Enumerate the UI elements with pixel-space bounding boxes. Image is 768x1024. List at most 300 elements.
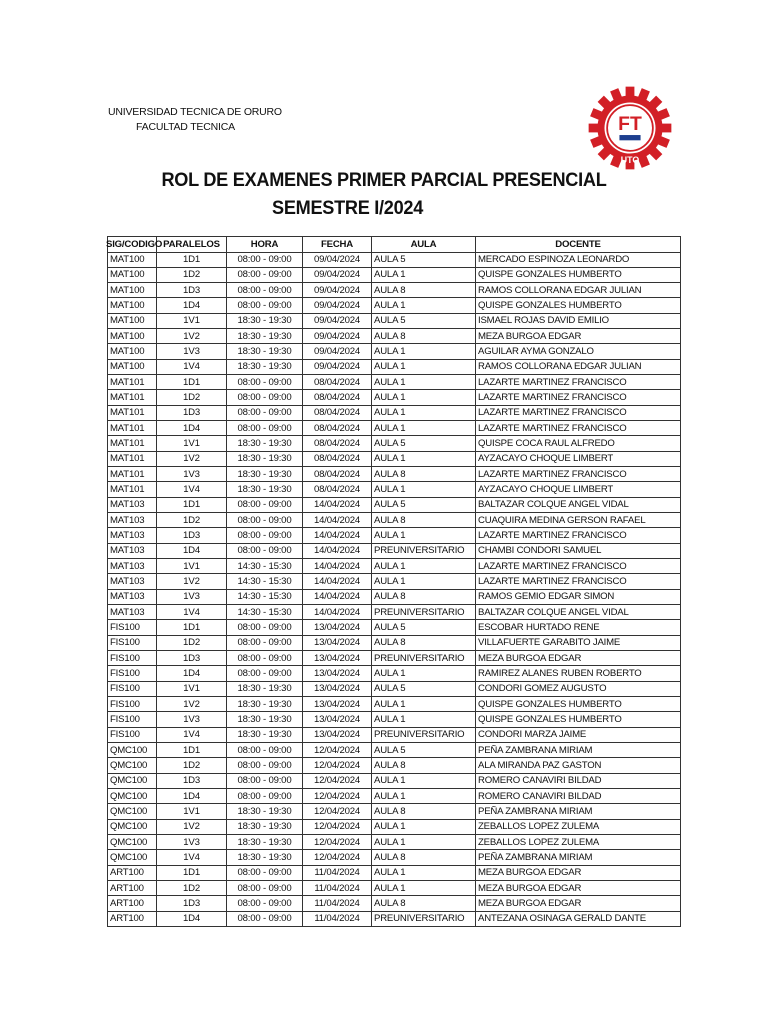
cell-section: 1V3 xyxy=(157,834,227,849)
cell-classroom: AULA 8 xyxy=(372,467,476,482)
cell-section: 1D3 xyxy=(157,651,227,666)
table-row xyxy=(108,743,681,758)
cell-time: 08:00 - 09:00 xyxy=(227,375,303,390)
cell-section: 1D4 xyxy=(157,543,227,558)
table-row xyxy=(108,313,681,328)
cell-section: 1D1 xyxy=(157,743,227,758)
cell-date: 09/04/2024 xyxy=(303,313,372,328)
cell-date: 09/04/2024 xyxy=(303,329,372,344)
cell-instructor: ESCOBAR HURTADO RENE xyxy=(476,620,681,635)
cell-classroom: AULA 8 xyxy=(372,804,476,819)
institution-header xyxy=(108,105,282,135)
cell-instructor: CONDORI GOMEZ AUGUSTO xyxy=(476,681,681,696)
cell-time: 18:30 - 19:30 xyxy=(227,697,303,712)
cell-time: 08:00 - 09:00 xyxy=(227,405,303,420)
cell-instructor: RAMOS COLLORANA EDGAR JULIAN xyxy=(476,283,681,298)
cell-date: 12/04/2024 xyxy=(303,819,372,834)
cell-time: 08:00 - 09:00 xyxy=(227,880,303,895)
cell-subject-code: MAT103 xyxy=(108,543,157,558)
table-row xyxy=(108,375,681,390)
cell-classroom: AULA 1 xyxy=(372,267,476,282)
table-row xyxy=(108,421,681,436)
table-row xyxy=(108,666,681,681)
cell-time: 08:00 - 09:00 xyxy=(227,773,303,788)
cell-instructor: LAZARTE MARTINEZ FRANCISCO xyxy=(476,528,681,543)
faculty-name: FACULTAD TECNICA xyxy=(136,121,235,133)
cell-section: 1D3 xyxy=(157,528,227,543)
table-row xyxy=(108,651,681,666)
cell-instructor: LAZARTE MARTINEZ FRANCISCO xyxy=(476,390,681,405)
cell-subject-code: MAT103 xyxy=(108,574,157,589)
cell-time: 08:00 - 09:00 xyxy=(227,865,303,880)
cell-date: 13/04/2024 xyxy=(303,666,372,681)
cell-section: 1V1 xyxy=(157,804,227,819)
table-row xyxy=(108,482,681,497)
cell-date: 13/04/2024 xyxy=(303,635,372,650)
cell-time: 08:00 - 09:00 xyxy=(227,497,303,512)
cell-subject-code: MAT101 xyxy=(108,436,157,451)
cell-subject-code: FIS100 xyxy=(108,697,157,712)
cell-classroom: AULA 5 xyxy=(372,681,476,696)
header-section: PARALELOS xyxy=(157,237,227,253)
cell-time: 18:30 - 19:30 xyxy=(227,850,303,865)
cell-section: 1D4 xyxy=(157,911,227,926)
cell-date: 12/04/2024 xyxy=(303,788,372,803)
cell-classroom: AULA 1 xyxy=(372,405,476,420)
cell-subject-code: QMC100 xyxy=(108,850,157,865)
cell-section: 1D2 xyxy=(157,635,227,650)
cell-instructor: PEÑA ZAMBRANA MIRIAM xyxy=(476,743,681,758)
cell-subject-code: MAT100 xyxy=(108,283,157,298)
cell-classroom: AULA 1 xyxy=(372,390,476,405)
cell-instructor: RAMOS GEMIO EDGAR SIMON xyxy=(476,589,681,604)
cell-time: 08:00 - 09:00 xyxy=(227,788,303,803)
cell-instructor: BALTAZAR COLQUE ANGEL VIDAL xyxy=(476,605,681,620)
cell-classroom: AULA 5 xyxy=(372,620,476,635)
cell-section: 1V4 xyxy=(157,482,227,497)
cell-classroom: AULA 8 xyxy=(372,283,476,298)
cell-section: 1D2 xyxy=(157,513,227,528)
cell-subject-code: MAT101 xyxy=(108,421,157,436)
cell-time: 08:00 - 09:00 xyxy=(227,743,303,758)
cell-instructor: LAZARTE MARTINEZ FRANCISCO xyxy=(476,574,681,589)
cell-instructor: ROMERO CANAVIRI BILDAD xyxy=(476,788,681,803)
cell-instructor: RAMIREZ ALANES RUBEN ROBERTO xyxy=(476,666,681,681)
cell-section: 1V3 xyxy=(157,589,227,604)
cell-classroom: AULA 8 xyxy=(372,513,476,528)
table-row xyxy=(108,865,681,880)
cell-time: 14:30 - 15:30 xyxy=(227,605,303,620)
cell-instructor: CONDORI MARZA JAIME xyxy=(476,727,681,742)
cell-subject-code: QMC100 xyxy=(108,773,157,788)
cell-date: 08/04/2024 xyxy=(303,405,372,420)
exam-schedule-table xyxy=(107,236,681,927)
document-title: ROL DE EXAMENES PRIMER PARCIAL PRESENCIAL xyxy=(161,169,607,191)
cell-time: 18:30 - 19:30 xyxy=(227,712,303,727)
cell-date: 13/04/2024 xyxy=(303,697,372,712)
cell-date: 14/04/2024 xyxy=(303,589,372,604)
table-row xyxy=(108,436,681,451)
cell-date: 14/04/2024 xyxy=(303,605,372,620)
table-row xyxy=(108,497,681,512)
cell-section: 1D1 xyxy=(157,252,227,267)
cell-time: 14:30 - 15:30 xyxy=(227,589,303,604)
cell-time: 08:00 - 09:00 xyxy=(227,911,303,926)
cell-instructor: ISMAEL ROJAS DAVID EMILIO xyxy=(476,313,681,328)
cell-date: 12/04/2024 xyxy=(303,804,372,819)
cell-section: 1V4 xyxy=(157,359,227,374)
cell-time: 18:30 - 19:30 xyxy=(227,467,303,482)
cell-section: 1V2 xyxy=(157,574,227,589)
cell-instructor: QUISPE GONZALES HUMBERTO xyxy=(476,712,681,727)
cell-subject-code: FIS100 xyxy=(108,651,157,666)
table-row xyxy=(108,467,681,482)
cell-time: 18:30 - 19:30 xyxy=(227,359,303,374)
cell-date: 09/04/2024 xyxy=(303,252,372,267)
cell-subject-code: MAT103 xyxy=(108,528,157,543)
cell-instructor: ALA MIRANDA PAZ GASTON xyxy=(476,758,681,773)
cell-classroom: AULA 5 xyxy=(372,313,476,328)
table-row xyxy=(108,589,681,604)
table-row xyxy=(108,283,681,298)
cell-subject-code: FIS100 xyxy=(108,666,157,681)
cell-date: 13/04/2024 xyxy=(303,712,372,727)
cell-instructor: ZEBALLOS LOPEZ ZULEMA xyxy=(476,819,681,834)
cell-section: 1D1 xyxy=(157,620,227,635)
table-row xyxy=(108,635,681,650)
table-header-row xyxy=(108,237,681,253)
cell-instructor: PEÑA ZAMBRANA MIRIAM xyxy=(476,850,681,865)
cell-classroom: AULA 5 xyxy=(372,497,476,512)
cell-section: 1V2 xyxy=(157,819,227,834)
cell-instructor: LAZARTE MARTINEZ FRANCISCO xyxy=(476,559,681,574)
cell-section: 1D2 xyxy=(157,390,227,405)
cell-classroom: AULA 1 xyxy=(372,482,476,497)
cell-classroom: AULA 1 xyxy=(372,819,476,834)
cell-date: 13/04/2024 xyxy=(303,651,372,666)
logo-text-top: FT xyxy=(618,112,642,135)
table-row xyxy=(108,344,681,359)
cell-date: 09/04/2024 xyxy=(303,298,372,313)
cell-section: 1D3 xyxy=(157,773,227,788)
cell-classroom: PREUNIVERSITARIO xyxy=(372,605,476,620)
cell-time: 08:00 - 09:00 xyxy=(227,543,303,558)
table-row xyxy=(108,896,681,911)
cell-classroom: AULA 1 xyxy=(372,344,476,359)
cell-instructor: LAZARTE MARTINEZ FRANCISCO xyxy=(476,375,681,390)
cell-classroom: AULA 8 xyxy=(372,329,476,344)
cell-date: 14/04/2024 xyxy=(303,559,372,574)
cell-subject-code: FIS100 xyxy=(108,635,157,650)
cell-section: 1V3 xyxy=(157,467,227,482)
cell-date: 08/04/2024 xyxy=(303,436,372,451)
cell-time: 18:30 - 19:30 xyxy=(227,329,303,344)
cell-section: 1V1 xyxy=(157,559,227,574)
cell-time: 08:00 - 09:00 xyxy=(227,620,303,635)
cell-classroom: AULA 5 xyxy=(372,743,476,758)
cell-date: 13/04/2024 xyxy=(303,620,372,635)
cell-time: 08:00 - 09:00 xyxy=(227,758,303,773)
cell-classroom: AULA 1 xyxy=(372,834,476,849)
cell-classroom: AULA 1 xyxy=(372,359,476,374)
cell-instructor: AGUILAR AYMA GONZALO xyxy=(476,344,681,359)
table-row xyxy=(108,390,681,405)
cell-time: 08:00 - 09:00 xyxy=(227,390,303,405)
header-date: FECHA xyxy=(303,237,372,253)
cell-classroom: AULA 1 xyxy=(372,375,476,390)
cell-subject-code: MAT101 xyxy=(108,375,157,390)
table-row xyxy=(108,620,681,635)
table-row xyxy=(108,528,681,543)
cell-date: 09/04/2024 xyxy=(303,344,372,359)
cell-subject-code: MAT101 xyxy=(108,390,157,405)
cell-time: 18:30 - 19:30 xyxy=(227,727,303,742)
cell-instructor: LAZARTE MARTINEZ FRANCISCO xyxy=(476,405,681,420)
cell-classroom: AULA 1 xyxy=(372,421,476,436)
cell-time: 18:30 - 19:30 xyxy=(227,344,303,359)
table-row xyxy=(108,819,681,834)
table-row xyxy=(108,712,681,727)
cell-subject-code: ART100 xyxy=(108,865,157,880)
cell-date: 13/04/2024 xyxy=(303,681,372,696)
table-row xyxy=(108,359,681,374)
cell-instructor: QUISPE GONZALES HUMBERTO xyxy=(476,267,681,282)
cell-time: 18:30 - 19:30 xyxy=(227,681,303,696)
cell-section: 1D4 xyxy=(157,298,227,313)
cell-instructor: MERCADO ESPINOZA LEONARDO xyxy=(476,252,681,267)
cell-date: 08/04/2024 xyxy=(303,482,372,497)
cell-subject-code: MAT101 xyxy=(108,451,157,466)
cell-instructor: CHAMBI CONDORI SAMUEL xyxy=(476,543,681,558)
cell-subject-code: MAT103 xyxy=(108,497,157,512)
cell-section: 1D1 xyxy=(157,375,227,390)
table-row xyxy=(108,574,681,589)
cell-classroom: PREUNIVERSITARIO xyxy=(372,911,476,926)
cell-section: 1V3 xyxy=(157,712,227,727)
table-row xyxy=(108,252,681,267)
cell-subject-code: QMC100 xyxy=(108,788,157,803)
cell-classroom: AULA 1 xyxy=(372,528,476,543)
table-row xyxy=(108,681,681,696)
cell-section: 1D2 xyxy=(157,267,227,282)
table-row xyxy=(108,543,681,558)
cell-classroom: AULA 1 xyxy=(372,788,476,803)
cell-time: 08:00 - 09:00 xyxy=(227,298,303,313)
cell-date: 09/04/2024 xyxy=(303,359,372,374)
cell-date: 12/04/2024 xyxy=(303,743,372,758)
table-row xyxy=(108,559,681,574)
cell-date: 11/04/2024 xyxy=(303,865,372,880)
cell-classroom: AULA 1 xyxy=(372,298,476,313)
cell-subject-code: MAT100 xyxy=(108,298,157,313)
cell-time: 18:30 - 19:30 xyxy=(227,834,303,849)
cell-time: 08:00 - 09:00 xyxy=(227,513,303,528)
cell-subject-code: MAT103 xyxy=(108,559,157,574)
cell-instructor: MEZA BURGOA EDGAR xyxy=(476,880,681,895)
cell-date: 08/04/2024 xyxy=(303,390,372,405)
table-body xyxy=(108,252,681,926)
university-name: UNIVERSIDAD TECNICA DE ORURO xyxy=(108,106,282,118)
cell-time: 08:00 - 09:00 xyxy=(227,896,303,911)
cell-instructor: AYZACAYO CHOQUE LIMBERT xyxy=(476,482,681,497)
cell-date: 12/04/2024 xyxy=(303,850,372,865)
cell-date: 14/04/2024 xyxy=(303,574,372,589)
table-row xyxy=(108,758,681,773)
cell-classroom: AULA 5 xyxy=(372,436,476,451)
table-row xyxy=(108,451,681,466)
header-instructor: DOCENTE xyxy=(476,237,681,253)
cell-instructor: RAMOS COLLORANA EDGAR JULIAN xyxy=(476,359,681,374)
cell-instructor: ANTEZANA OSINAGA GERALD DANTE xyxy=(476,911,681,926)
table-row xyxy=(108,804,681,819)
cell-time: 18:30 - 19:30 xyxy=(227,313,303,328)
cell-time: 18:30 - 19:30 xyxy=(227,482,303,497)
table-row xyxy=(108,329,681,344)
cell-subject-code: ART100 xyxy=(108,880,157,895)
table-row xyxy=(108,727,681,742)
cell-instructor: ROMERO CANAVIRI BILDAD xyxy=(476,773,681,788)
cell-classroom: AULA 1 xyxy=(372,712,476,727)
cell-section: 1D4 xyxy=(157,666,227,681)
cell-date: 11/04/2024 xyxy=(303,911,372,926)
cell-time: 08:00 - 09:00 xyxy=(227,635,303,650)
header-classroom: AULA xyxy=(372,237,476,253)
cell-subject-code: QMC100 xyxy=(108,819,157,834)
cell-instructor: PEÑA ZAMBRANA MIRIAM xyxy=(476,804,681,819)
cell-classroom: AULA 1 xyxy=(372,559,476,574)
cell-instructor: BALTAZAR COLQUE ANGEL VIDAL xyxy=(476,497,681,512)
cell-time: 08:00 - 09:00 xyxy=(227,421,303,436)
cell-subject-code: MAT103 xyxy=(108,605,157,620)
cell-subject-code: MAT100 xyxy=(108,313,157,328)
cell-subject-code: QMC100 xyxy=(108,834,157,849)
cell-instructor: QUISPE GONZALES HUMBERTO xyxy=(476,298,681,313)
cell-time: 18:30 - 19:30 xyxy=(227,804,303,819)
cell-time: 18:30 - 19:30 xyxy=(227,436,303,451)
cell-instructor: CUAQUIRA MEDINA GERSON RAFAEL xyxy=(476,513,681,528)
cell-subject-code: FIS100 xyxy=(108,727,157,742)
cell-instructor: AYZACAYO CHOQUE LIMBERT xyxy=(476,451,681,466)
header-subject-code: SIG/CODIGO xyxy=(108,237,157,253)
cell-section: 1V1 xyxy=(157,436,227,451)
cell-section: 1D2 xyxy=(157,758,227,773)
table-row xyxy=(108,880,681,895)
cell-time: 08:00 - 09:00 xyxy=(227,252,303,267)
cell-section: 1V1 xyxy=(157,681,227,696)
cell-subject-code: QMC100 xyxy=(108,743,157,758)
cell-classroom: AULA 1 xyxy=(372,574,476,589)
cell-classroom: AULA 8 xyxy=(372,850,476,865)
cell-time: 08:00 - 09:00 xyxy=(227,528,303,543)
cell-time: 08:00 - 09:00 xyxy=(227,283,303,298)
cell-instructor: MEZA BURGOA EDGAR xyxy=(476,651,681,666)
cell-classroom: AULA 1 xyxy=(372,865,476,880)
cell-date: 08/04/2024 xyxy=(303,421,372,436)
cell-subject-code: MAT103 xyxy=(108,513,157,528)
cell-section: 1V2 xyxy=(157,697,227,712)
cell-subject-code: QMC100 xyxy=(108,758,157,773)
document-subtitle: SEMESTRE I/2024 xyxy=(272,197,424,219)
table-row xyxy=(108,834,681,849)
cell-time: 18:30 - 19:30 xyxy=(227,451,303,466)
cell-section: 1D3 xyxy=(157,283,227,298)
cell-date: 12/04/2024 xyxy=(303,773,372,788)
cell-subject-code: MAT101 xyxy=(108,405,157,420)
cell-date: 14/04/2024 xyxy=(303,528,372,543)
cell-classroom: AULA 1 xyxy=(372,451,476,466)
cell-instructor: QUISPE COCA RAUL ALFREDO xyxy=(476,436,681,451)
cell-classroom: AULA 1 xyxy=(372,697,476,712)
cell-subject-code: MAT101 xyxy=(108,467,157,482)
cell-instructor: QUISPE GONZALES HUMBERTO xyxy=(476,697,681,712)
table-row xyxy=(108,267,681,282)
cell-date: 12/04/2024 xyxy=(303,834,372,849)
table-row xyxy=(108,788,681,803)
cell-time: 08:00 - 09:00 xyxy=(227,267,303,282)
cell-classroom: AULA 8 xyxy=(372,758,476,773)
cell-subject-code: MAT103 xyxy=(108,589,157,604)
cell-section: 1D4 xyxy=(157,421,227,436)
cell-instructor: MEZA BURGOA EDGAR xyxy=(476,896,681,911)
cell-subject-code: FIS100 xyxy=(108,681,157,696)
cell-subject-code: FIS100 xyxy=(108,620,157,635)
cell-subject-code: QMC100 xyxy=(108,804,157,819)
faculty-logo xyxy=(586,84,674,172)
cell-subject-code: MAT101 xyxy=(108,482,157,497)
cell-instructor: ZEBALLOS LOPEZ ZULEMA xyxy=(476,834,681,849)
table-row xyxy=(108,298,681,313)
cell-classroom: PREUNIVERSITARIO xyxy=(372,543,476,558)
cell-section: 1D4 xyxy=(157,788,227,803)
cell-classroom: AULA 1 xyxy=(372,773,476,788)
table-row xyxy=(108,773,681,788)
cell-date: 08/04/2024 xyxy=(303,467,372,482)
cell-date: 13/04/2024 xyxy=(303,727,372,742)
cell-section: 1D3 xyxy=(157,405,227,420)
cell-classroom: AULA 8 xyxy=(372,896,476,911)
cell-date: 08/04/2024 xyxy=(303,375,372,390)
cell-classroom: AULA 1 xyxy=(372,666,476,681)
cell-date: 12/04/2024 xyxy=(303,758,372,773)
logo-text-bottom: UTO xyxy=(620,155,640,166)
cell-classroom: PREUNIVERSITARIO xyxy=(372,651,476,666)
cell-subject-code: MAT100 xyxy=(108,359,157,374)
cell-instructor: MEZA BURGOA EDGAR xyxy=(476,865,681,880)
cell-subject-code: FIS100 xyxy=(108,712,157,727)
cell-section: 1V1 xyxy=(157,313,227,328)
cell-date: 09/04/2024 xyxy=(303,267,372,282)
cell-section: 1V2 xyxy=(157,451,227,466)
cell-section: 1V2 xyxy=(157,329,227,344)
cell-time: 14:30 - 15:30 xyxy=(227,559,303,574)
cell-instructor: MEZA BURGOA EDGAR xyxy=(476,329,681,344)
table-row xyxy=(108,605,681,620)
cell-subject-code: ART100 xyxy=(108,911,157,926)
cell-section: 1V4 xyxy=(157,605,227,620)
table-row xyxy=(108,697,681,712)
header-time: HORA xyxy=(227,237,303,253)
cell-section: 1V4 xyxy=(157,850,227,865)
cell-time: 18:30 - 19:30 xyxy=(227,819,303,834)
cell-subject-code: MAT100 xyxy=(108,344,157,359)
cell-date: 14/04/2024 xyxy=(303,543,372,558)
cell-classroom: PREUNIVERSITARIO xyxy=(372,727,476,742)
cell-instructor: LAZARTE MARTINEZ FRANCISCO xyxy=(476,421,681,436)
cell-subject-code: MAT100 xyxy=(108,267,157,282)
cell-classroom: AULA 1 xyxy=(372,880,476,895)
table-row xyxy=(108,850,681,865)
cell-time: 08:00 - 09:00 xyxy=(227,651,303,666)
